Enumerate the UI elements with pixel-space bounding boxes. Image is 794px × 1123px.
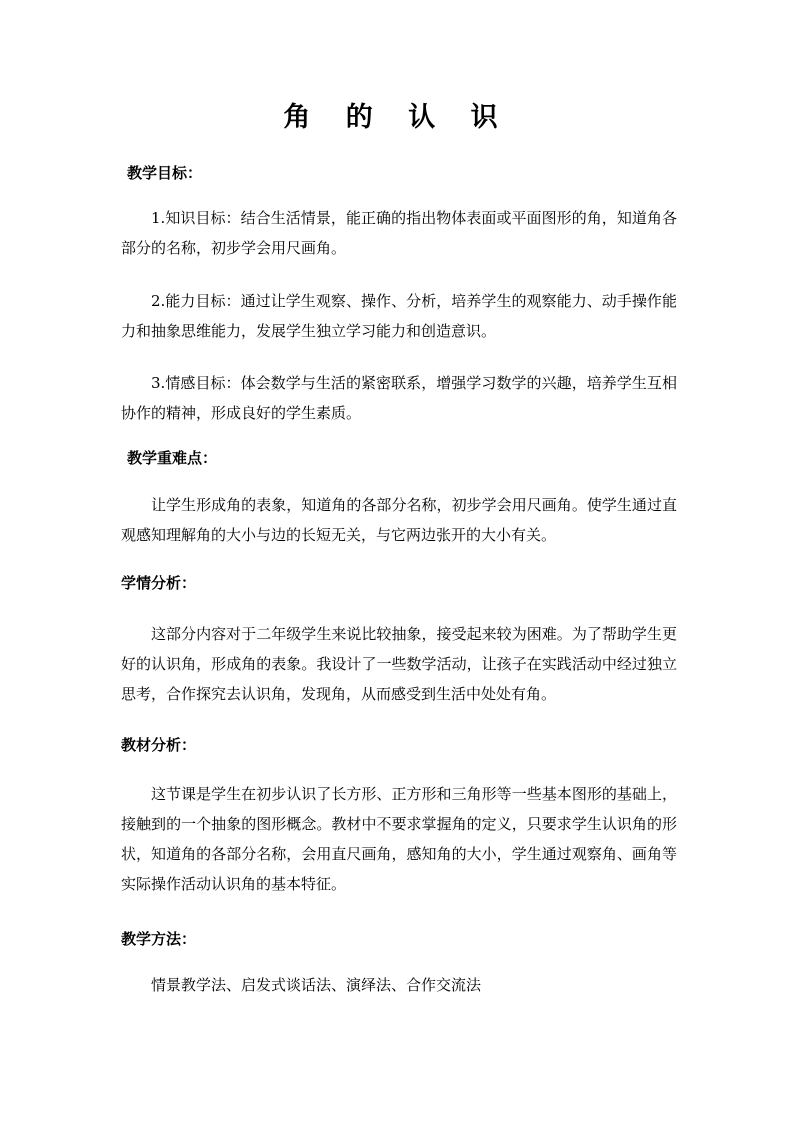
heading-objectives: 教学目标： <box>127 164 203 182</box>
key-points-text: 让学生形成角的表象，知道角的各部分名称，初步学会用尺画角。使学生通过直观感知理解角的大小与边的长短无关，与它两边张开的大小有关。 <box>121 496 677 544</box>
learner-analysis-text: 这部分内容对于二年级学生来说比较抽象，接受起来较为困难。为了帮助学生更好的认识角，形成角的表象。我设计了一些数学活动，让孩子在实践活动中经过独立思考，合作探究去认识角，发现角，从而感受到生活中处处有角。 <box>121 625 677 703</box>
document-title: 角 的 认 识 <box>283 102 511 133</box>
heading-learner-analysis: 学情分析： <box>121 574 197 592</box>
objective-emotion: 3.情感目标：体会数学与生活的紧密联系，增强学习数学的兴趣，培养学生互相协作的精神，形成良好的学生素质。 <box>121 374 677 422</box>
objective-knowledge: 1.知识目标：结合生活情景，能正确的指出物体表面或平面图形的角，知道角各部分的名称，初步学会用尺画角。 <box>121 209 677 257</box>
heading-methods: 教学方法： <box>121 930 197 948</box>
heading-key-points: 教学重难点： <box>127 449 218 467</box>
material-analysis-text: 这节课是学生在初步认识了长方形、正方形和三角形等一些基本图形的基础上，接触到的一个抽象的图形概念。教材中不要求掌握角的定义，只要求学生认识角的形状，知道角的各部分名称，会用直尺画角，感知角的大小，学生通过观察角、画角等实际操作活动认识角的基本特征。 <box>121 785 677 893</box>
objective-ability: 2.能力目标：通过让学生观察、操作、分析，培养学生的观察能力、动手操作能力和抽象思维能力，发展学生独立学习能力和创造意识。 <box>121 292 677 340</box>
heading-material-analysis: 教材分析： <box>121 736 197 754</box>
methods-text: 情景教学法、启发式谈话法、演绎法、合作交流法 <box>151 976 482 994</box>
